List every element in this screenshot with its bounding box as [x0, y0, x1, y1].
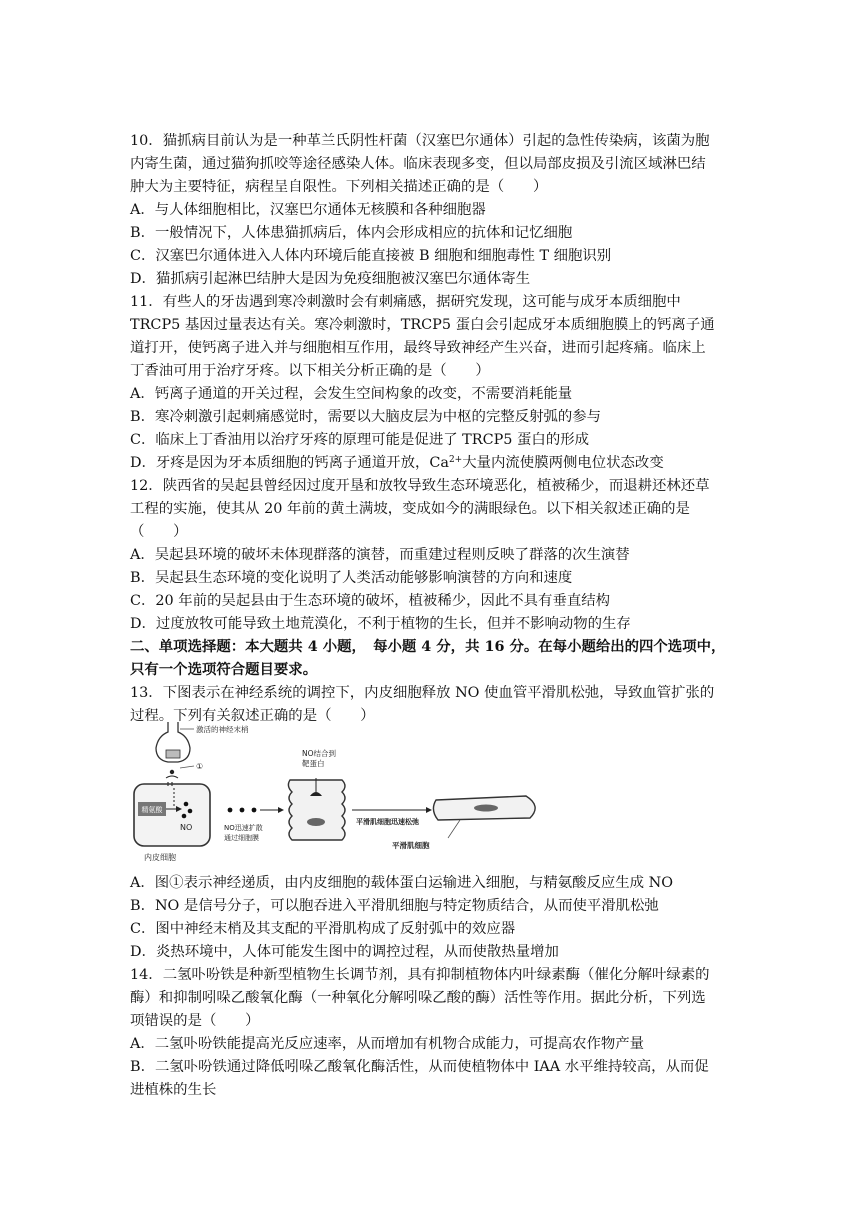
q10-option-c: C．汉塞巴尔通体进入人体内环境后能直接被 B 细胞和细胞毒性 T 细胞识别	[130, 248, 612, 264]
q13-stem-line-2: 过程。下列有关叙述正确的是（ ）	[130, 708, 375, 724]
q10-option-a: A．与人体细胞相比，汉塞巴尔通体无核膜和各种细胞器	[130, 202, 486, 218]
circle-one-label: ①	[196, 762, 204, 771]
relax-label: 平滑肌细胞迅速松弛	[356, 818, 419, 826]
section-2-line-2: 只有一个选项符合题目要求。	[130, 661, 318, 678]
q11-option-d-text: D．牙疼是因为牙本质细胞的钙离子通道开放，Ca	[130, 455, 449, 471]
q13-option-a: A．图①表示神经递质，由内皮细胞的载体蛋白运输进入细胞，与精氨酸反应生成 NO	[130, 875, 674, 891]
q13-stem-line-1: 13．下图表示在神经系统的调控下，内皮细胞释放 NO 使血管平滑肌松弛，导致血管扩张的	[130, 685, 715, 701]
q11-stem-line-2: TRCP5 基因过量表达有关。寒冷刺激时，TRCP5 蛋白会引起成牙本质细胞膜上的钙离子通	[130, 317, 715, 333]
q11-option-d-superscript: 2+	[448, 455, 463, 465]
q11-option-a: A．钙离子通道的开关过程，会发生空间构象的改变，不需要消耗能量	[130, 386, 573, 402]
target-label-1: NO结合到	[302, 749, 337, 758]
q12-option-b: B．吴起县生态环境的变化说明了人类活动能够影响演替的方向和速度	[130, 570, 573, 586]
q10-stem-line-3: 肿大为主要特征，病程呈自限性。下列相关描述正确的是（ ）	[130, 179, 548, 195]
q10-option-b: B．一般情况下，人体患猫抓病后，体内会形成相应的抗体和记忆细胞	[130, 225, 573, 241]
q14-stem-line-1: 14．二氢卟吩铁是种新型植物生长调节剂，具有抑制植物体内叶绿素酶（催化分解叶绿素的	[130, 967, 710, 983]
q11-stem-line-1: 11．有些人的牙齿遇到寒冷刺激时会有刺痛感，据研究发现，这可能与成牙本质细胞中	[130, 294, 681, 310]
diffuse-label-2: 通过细胞膜	[224, 834, 259, 842]
q13-option-c: C．图中神经末梢及其支配的平滑肌构成了反射弧中的效应器	[130, 921, 516, 937]
q14-option-b-cont: 进植株的生长	[130, 1082, 217, 1098]
q10-option-d: D．猫抓病引起淋巴结肿大是因为免疫细胞被汉塞巴尔通体寄生	[130, 271, 531, 287]
q12-option-a: A．吴起县环境的破坏未体现群落的演替，而重建过程则反映了群落的次生演替	[130, 547, 630, 563]
q11-stem-line-3: 道打开，使钙离子进入并与细胞相互作用，最终导致神经产生兴奋，进而引起疼痛。临床上	[130, 340, 706, 356]
diffuse-label-1: NO迅速扩散	[224, 824, 263, 832]
q14-stem-line-2: 酶）和抑制吲哚乙酸氧化酶（一种氧化分解吲哚乙酸的酶）活性等作用。据此分析，下列选	[130, 990, 706, 1006]
q12-stem-line-3: （ ）	[130, 524, 188, 540]
q14-option-a: A．二氢卟吩铁能提高光反应速率，从而增加有机物合成能力，可提高农作物产量	[130, 1036, 645, 1052]
q12-option-c: C．20 年前的吴起县由于生态环境的破坏，植被稀少，因此不具有垂直结构	[130, 593, 611, 609]
no-label: NO	[180, 823, 193, 832]
no-diffusion	[224, 807, 284, 842]
nerve-terminal	[156, 722, 249, 778]
endothelial-cell-label: 内皮细胞	[144, 853, 176, 862]
q10-stem-line-1: 10．猫抓病目前认为是一种革兰氏阴性杆菌（汉塞巴尔通体）引起的急性传染病，该菌为胞	[130, 133, 710, 149]
relaxation-arrow	[352, 807, 432, 826]
target-label-2: 靶蛋白	[302, 759, 325, 768]
q11-option-d-text-end: 大量内流使膜两侧电位状态改变	[462, 455, 664, 471]
arginine-label: 精氨酸	[141, 806, 163, 814]
endothelial-cell	[134, 782, 210, 862]
q10-stem-line-2: 内寄生菌，通过猫狗抓咬等途径感染人体。临床表现多变，但以局部皮损及引流区域淋巴结	[130, 156, 706, 172]
q11-option-b: B．寒冷刺激引起刺痛感觉时，需要以大脑皮层为中枢的完整反射弧的参与	[130, 409, 602, 425]
q12-stem-line-2: 工程的实施，使其从 20 年前的黄土满坡，变成如今的满眼绿色。以下相关叙述正确的是	[130, 501, 690, 517]
section-2-line-1: 二、单项选择题：本大题共 4 小题， 每小题 4 分，共 16 分。在每小题给出的四个选项中，	[130, 638, 726, 655]
q13-option-d: D．炎热环境中，人体可能发生图中的调控过程，从而使散热量增加	[130, 944, 559, 960]
smooth-muscle-label: 平滑肌细胞	[392, 841, 430, 850]
q11-stem-line-4: 丁香油可用于治疗牙疼。以下相关分析正确的是（ ）	[130, 363, 490, 379]
target-cell	[288, 748, 345, 840]
q13-option-b: B．NO 是信号分子，可以胞吞进入平滑肌细胞与特定物质结合，从而使平滑肌松弛	[130, 898, 659, 914]
q11-option-c: C．临床上丁香油用以治疗牙疼的原理可能是促进了 TRCP5 蛋白的形成	[130, 432, 589, 448]
nerve-terminal-label: 激活的神经末梢	[196, 725, 249, 734]
q14-stem-line-3: 项错误的是（ ）	[130, 1013, 260, 1029]
q14-option-b: B．二氢卟吩铁通过降低吲哚乙酸氧化酶活性，从而使植物体中 IAA 水平维持较高，从而促	[130, 1059, 709, 1075]
q12-option-d: D．过度放牧可能导致土地荒漠化，不利于植物的生长，但并不影响动物的生存	[130, 616, 631, 632]
q13-diagram	[130, 720, 550, 868]
q11-option-d	[130, 452, 664, 474]
q12-stem-line-1: 12．陕西省的吴起县曾经因过度开垦和放牧导致生态环境恶化，植被稀少，而退耕还林还草	[130, 478, 710, 494]
